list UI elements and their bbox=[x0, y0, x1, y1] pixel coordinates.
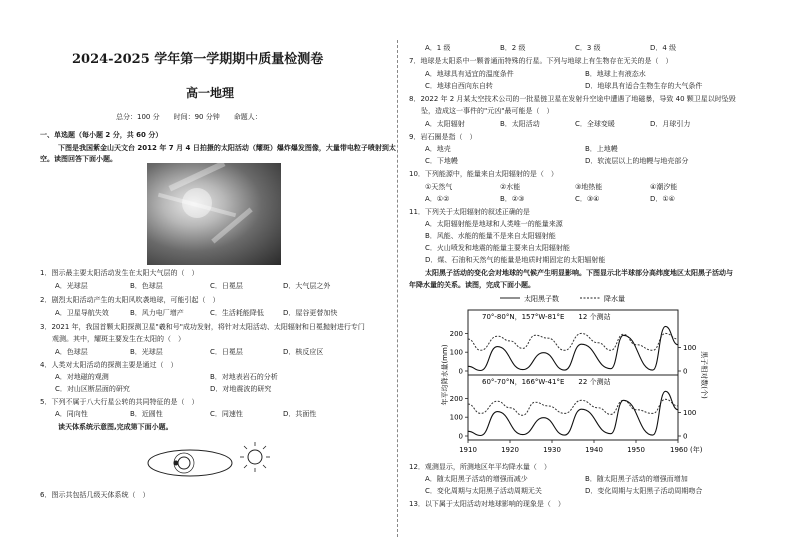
x-tick-label: 1960 (年) bbox=[670, 446, 703, 454]
option[interactable]: B．风力电厂增产 bbox=[130, 309, 184, 317]
statement: ①天然气 bbox=[425, 183, 453, 191]
option[interactable]: C．3 级 bbox=[575, 44, 601, 52]
option[interactable]: B．风能、水能的能量不是来自太阳辐射能 bbox=[425, 232, 556, 240]
option[interactable]: A．光球层 bbox=[55, 282, 88, 290]
subject-title: 高一地理 bbox=[186, 86, 235, 100]
question: 6．图示共包括几级天体系统（ ） bbox=[40, 491, 150, 499]
sunspot-precip-chart bbox=[440, 292, 710, 460]
y-tick-label-right: 100 bbox=[683, 344, 697, 352]
section-heading: 一、单选题（每小题 2 分，共 60 分） bbox=[40, 131, 163, 139]
solar-flare-photo bbox=[147, 163, 281, 265]
sunspot-series-line bbox=[468, 391, 678, 435]
y-tick-label-left: 200 bbox=[449, 394, 463, 403]
option[interactable]: B．太阳活动 bbox=[500, 120, 540, 128]
option[interactable]: A．太阳辐射能是地球和人类唯一的能量来源 bbox=[425, 220, 563, 228]
option[interactable]: D．月球引力 bbox=[650, 120, 691, 128]
option[interactable]: A．卫星导航失效 bbox=[55, 309, 109, 317]
option[interactable]: A．1 级 bbox=[425, 44, 451, 52]
question: 12．观测显示，所测地区年平均降水量（ ） bbox=[409, 463, 551, 471]
option[interactable]: D．变化周期与太阳黑子活动周期吻合 bbox=[585, 487, 703, 495]
moon-icon bbox=[174, 461, 179, 466]
question: 1．图示最主要太阳活动发生在太阳大气层的（ ） bbox=[40, 269, 199, 277]
option[interactable]: A．太阳辐射 bbox=[425, 120, 465, 128]
option[interactable]: D．①④ bbox=[650, 195, 675, 203]
x-tick-label: 1950 bbox=[627, 446, 645, 454]
x-tick-label: 1910 bbox=[459, 446, 477, 454]
option[interactable]: C．全球变暖 bbox=[575, 120, 615, 128]
option[interactable]: B．光球层 bbox=[130, 348, 163, 356]
option[interactable]: A．①② bbox=[425, 195, 450, 203]
question: 9．岩石圈是指（ ） bbox=[409, 133, 477, 141]
option[interactable]: A．同向性 bbox=[55, 410, 88, 418]
precip-series-line bbox=[468, 399, 678, 415]
panel-label: 70°-80°N，157°W-81°E 12 个测站 bbox=[482, 313, 611, 321]
question: 2．剧烈太阳活动产生的太阳风吹袭地球，可能引起（ ） bbox=[40, 296, 220, 304]
exam-meta: 总分：100 分 时间：90 分钟 命题人： bbox=[116, 113, 262, 121]
statement: ②水能 bbox=[500, 183, 521, 191]
y-tick-label-left: 0 bbox=[458, 367, 463, 376]
panel-label: 60°-70°N，166°W-41°E 22 个测站 bbox=[482, 378, 611, 386]
y-tick-label-right: 0 bbox=[683, 432, 688, 441]
y-tick-label-right: 0 bbox=[683, 367, 688, 376]
option[interactable]: C．日冕层 bbox=[210, 282, 243, 290]
y-tick-label-left: 100 bbox=[449, 413, 463, 422]
legend-precip-label: 降水量 bbox=[604, 295, 625, 303]
question: 观测。其中，耀斑主要发生在太阳的（ ） bbox=[52, 335, 185, 343]
intro-text: 年降水量的关系。读图，完成下面小题。 bbox=[409, 281, 535, 289]
y-tick-label-left: 200 bbox=[449, 329, 463, 338]
sunspot-series-line bbox=[468, 326, 678, 370]
option[interactable]: C．日冕层 bbox=[210, 348, 243, 356]
option[interactable]: C．火山喷发和地震的能量主要来自太阳辐射能 bbox=[425, 244, 570, 252]
option[interactable]: C．同速性 bbox=[210, 410, 243, 418]
option[interactable]: A．色球层 bbox=[55, 348, 88, 356]
option[interactable]: C．地球自西向东自转 bbox=[425, 82, 493, 90]
option[interactable]: B．上地幔 bbox=[585, 145, 618, 153]
y-tick-label-right: 100 bbox=[683, 409, 697, 417]
question: 坠，造成这一事件的"元凶"最可能是（ ） bbox=[421, 107, 554, 115]
sun-icon bbox=[248, 450, 262, 464]
precip-series-line bbox=[468, 333, 678, 350]
option[interactable]: D．煤、石油和天然气的能量是地质时期固定的太阳辐射能 bbox=[425, 256, 606, 264]
option[interactable]: D．核反应区 bbox=[283, 348, 324, 356]
option[interactable]: C．对山区断层面的研究 bbox=[55, 385, 130, 393]
option[interactable]: D．4 级 bbox=[650, 44, 677, 52]
x-tick-label: 1920 bbox=[501, 446, 519, 454]
celestial-system-diagram bbox=[140, 440, 280, 490]
question: 3．2021 年，我国首颗太阳探测卫星"羲和号"成功发射，将针对太阳活动、太阳辐射和日冕抛射进行专门 bbox=[40, 323, 365, 331]
option[interactable]: D．对地震波的研究 bbox=[210, 385, 272, 393]
question: 13．以下属于太阳活动对地球影响的现象是（ ） bbox=[409, 500, 565, 508]
x-tick-label: 1930 bbox=[543, 446, 561, 454]
intro-text: 下图是我国紫金山天文台 2012 年 7 月 4 日拍摄的太阳活动（耀斑）爆炸爆发图像，大量带电粒子喷射到太 bbox=[58, 144, 396, 152]
earth-icon bbox=[178, 457, 190, 469]
option[interactable]: A．随太阳黑子活动的增强而减少 bbox=[425, 475, 528, 483]
option[interactable]: D．大气层之外 bbox=[283, 282, 331, 290]
option[interactable]: B．对地表岩石的分析 bbox=[210, 373, 278, 381]
option[interactable]: B．近圆性 bbox=[130, 410, 163, 418]
y-axis-title-right: 黑子相对数(个) bbox=[700, 351, 708, 399]
intro-text: 太阳黑子活动的变化会对地球的气候产生明显影响。下图显示北半球部分高纬度地区太阳黑子活动与 bbox=[425, 269, 733, 277]
option[interactable]: B．②③ bbox=[500, 195, 525, 203]
x-tick-label: 1940 bbox=[585, 446, 603, 454]
option[interactable]: C．下地幔 bbox=[425, 157, 458, 165]
option[interactable]: A．地球具有适宜的温度条件 bbox=[425, 70, 514, 78]
exam-title: 2024-2025 学年第一学期期中质量检测卷 bbox=[72, 52, 324, 67]
option[interactable]: C．③④ bbox=[575, 195, 600, 203]
option[interactable]: B．色球层 bbox=[130, 282, 163, 290]
option[interactable]: A．对地磁的观测 bbox=[55, 373, 109, 381]
y-axis-title-left: 年平均降水量(mm) bbox=[441, 344, 449, 406]
y-tick-label-left: 100 bbox=[449, 348, 463, 357]
option[interactable]: D．软流层以上的地幔与地壳部分 bbox=[585, 157, 689, 165]
option[interactable]: D．地球具有适合生物生存的大气条件 bbox=[585, 82, 703, 90]
intro-text: 空。读图回答下面小题。 bbox=[40, 155, 117, 163]
option[interactable]: A．地壳 bbox=[425, 145, 451, 153]
question: 8．2022 年 2 月某太空技术公司的一批星链卫星在发射升空途中遭遇了地磁暴，导致 40 颗卫星以时坠毁 bbox=[409, 95, 736, 103]
legend-sunspot-label: 太阳黑子数 bbox=[524, 295, 559, 303]
option[interactable]: C．生活耗能降低 bbox=[210, 309, 264, 317]
option[interactable]: C．变化周期与太阳黑子活动周期无关 bbox=[425, 487, 542, 495]
question: 11．下列关于太阳辐射的叙述正确的是 bbox=[409, 208, 530, 216]
option[interactable]: B．2 级 bbox=[500, 44, 526, 52]
option[interactable]: D．共面性 bbox=[283, 410, 317, 418]
option[interactable]: B．随太阳黑子活动的增强而增加 bbox=[585, 475, 688, 483]
statement: ④潮汐能 bbox=[650, 183, 678, 191]
statement: ③地热能 bbox=[575, 183, 603, 191]
y-tick-label-left: 0 bbox=[458, 432, 463, 441]
column-divider bbox=[397, 40, 398, 537]
question: 7．地球是太阳系中一颗普通而特殊的行星。下列与地球上有生物存在无关的是（ ） bbox=[409, 57, 673, 65]
question: 5．下列不属于八大行星公转的共同特征的是（ ） bbox=[40, 398, 199, 406]
option[interactable]: D．屋谷更替加快 bbox=[283, 309, 338, 317]
question: 4．人类对太阳活动的探测主要是通过（ ） bbox=[40, 361, 178, 369]
question: 10．下列能源中，能量来自太阳辐射的是（ ） bbox=[409, 170, 558, 178]
option[interactable]: B．地球上有液态水 bbox=[585, 70, 646, 78]
intro-text: 读天体系统示意图,完成第下面小题。 bbox=[58, 423, 173, 431]
